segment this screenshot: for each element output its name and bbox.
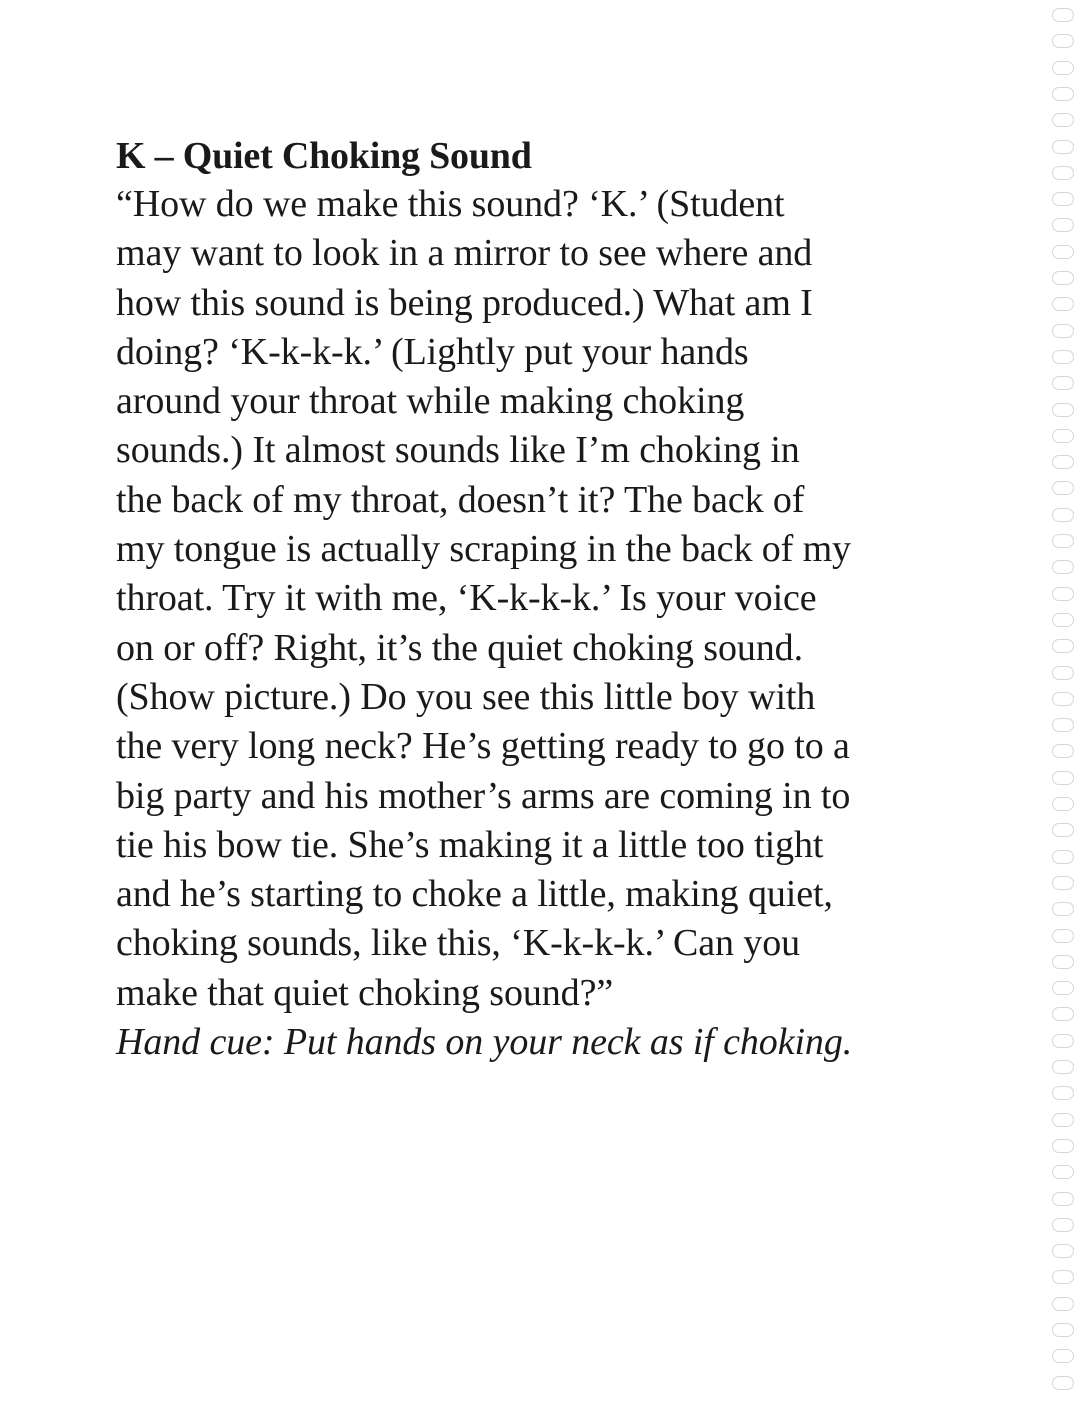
text-line: big party and his mother’s arms are coming in to [116, 774, 851, 817]
binding-hole [1052, 481, 1074, 495]
binding-hole [1052, 771, 1074, 785]
binding-hole [1052, 850, 1074, 864]
binding-hole [1052, 718, 1074, 732]
binding-hole [1052, 113, 1074, 127]
binding-hole [1052, 271, 1074, 285]
binding-hole [1052, 166, 1074, 180]
text-line: doing? ‘K-k-k-k.’ (Lightly put your hands [116, 330, 749, 373]
binding-hole [1052, 955, 1074, 969]
binding-hole [1052, 1060, 1074, 1074]
text-line: sounds.) It almost sounds like I’m choking in [116, 429, 800, 472]
binding-hole [1052, 692, 1074, 706]
binding-hole [1052, 560, 1074, 574]
binding-hole [1052, 744, 1074, 758]
binding-hole [1052, 1297, 1074, 1311]
binding-hole [1052, 929, 1074, 943]
spiral-binding-holes [1052, 8, 1078, 1400]
binding-hole [1052, 1034, 1074, 1048]
binding-hole [1052, 192, 1074, 206]
binding-hole [1052, 1165, 1074, 1179]
text-line: (Show picture.) Do you see this little boy with [116, 675, 816, 718]
text-line: tie his bow tie. She’s making it a little too tight [116, 823, 824, 866]
binding-hole [1052, 140, 1074, 154]
binding-hole [1052, 639, 1074, 653]
binding-hole [1052, 797, 1074, 811]
binding-hole [1052, 455, 1074, 469]
binding-hole [1052, 1192, 1074, 1206]
binding-hole [1052, 981, 1074, 995]
binding-hole [1052, 1218, 1074, 1232]
binding-hole [1052, 34, 1074, 48]
text-line: may want to look in a mirror to see where and [116, 232, 813, 275]
binding-hole [1052, 245, 1074, 259]
binding-hole [1052, 218, 1074, 232]
binding-hole [1052, 1113, 1074, 1127]
hand-cue-note: Hand cue: Put hands on your neck as if choking. [116, 1021, 853, 1064]
binding-hole [1052, 1139, 1074, 1153]
text-line: my tongue is actually scraping in the back of my [116, 528, 851, 571]
binding-hole [1052, 1007, 1074, 1021]
binding-hole [1052, 297, 1074, 311]
text-line: around your throat while making choking [116, 380, 745, 423]
text-line: “How do we make this sound? ‘K.’ (Student [116, 183, 785, 225]
text-line: make that quiet choking sound?” [116, 971, 614, 1014]
binding-hole [1052, 61, 1074, 75]
binding-hole [1052, 1270, 1074, 1284]
binding-hole [1052, 876, 1074, 890]
binding-hole [1052, 403, 1074, 417]
text-line: how this sound is being produced.) What am I [116, 281, 813, 324]
binding-hole [1052, 508, 1074, 522]
binding-hole [1052, 534, 1074, 548]
binding-hole [1052, 324, 1074, 338]
binding-hole [1052, 1086, 1074, 1100]
binding-hole [1052, 902, 1074, 916]
section-heading: K – Quiet Choking Sound [116, 135, 532, 177]
text-line: and he’s starting to choke a little, making quiet, [116, 873, 833, 916]
text-line: on or off? Right, it’s the quiet choking sound. [116, 626, 803, 669]
binding-hole [1052, 823, 1074, 837]
binding-hole [1052, 1349, 1074, 1363]
binding-hole [1052, 8, 1074, 22]
text-line: throat. Try it with me, ‘K-k-k-k.’ Is your voice [116, 577, 817, 620]
instruction-text [116, 180, 1016, 1018]
binding-hole [1052, 587, 1074, 601]
binding-hole [1052, 613, 1074, 627]
binding-hole [1052, 1323, 1074, 1337]
instruction-section [116, 132, 1016, 1067]
text-line: choking sounds, like this, ‘K-k-k-k.’ Can you [116, 922, 800, 965]
binding-hole [1052, 376, 1074, 390]
binding-hole [1052, 350, 1074, 364]
text-line: the back of my throat, doesn’t it? The back of [116, 478, 805, 521]
binding-hole [1052, 666, 1074, 680]
binding-hole [1052, 1244, 1074, 1258]
binding-hole [1052, 429, 1074, 443]
binding-hole [1052, 87, 1074, 101]
binding-hole [1052, 1376, 1074, 1390]
text-line: the very long neck? He’s getting ready to go to a [116, 725, 850, 768]
